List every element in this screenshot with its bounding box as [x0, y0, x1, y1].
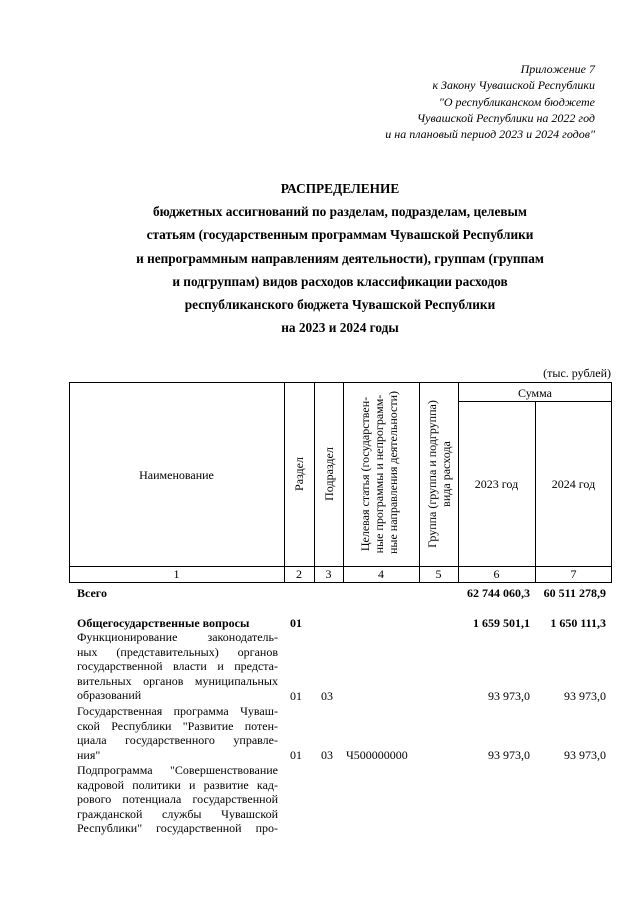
appendix-line: "О республиканском бюджете	[438, 94, 595, 109]
table-row-section: 01	[290, 616, 302, 630]
table-row-2023: 93 973,0	[488, 748, 530, 762]
table-row-subsection: 03	[321, 748, 333, 762]
total-2023: 62 744 060,3	[467, 586, 530, 600]
title-heading: РАСПРЕДЕЛЕНИЕ	[280, 181, 400, 196]
table-row-name	[77, 630, 278, 703]
table-row-target: Ч500000000	[346, 748, 408, 762]
name-line: ния"	[77, 747, 101, 762]
name-line: ской Республики "Развитие потен-	[77, 718, 278, 733]
header-year-2024: 2024 год	[551, 477, 596, 491]
table-row-2024: 1 650 111,3	[550, 616, 606, 630]
name-line: Функционирование законодатель-	[77, 630, 278, 644]
header-expense-group	[425, 394, 453, 554]
total-label: Всего	[77, 586, 107, 600]
header-year-2023: 2023 год	[474, 477, 519, 491]
column-number: 7	[570, 567, 577, 581]
column-number: 2	[296, 567, 302, 581]
total-2024: 60 511 278,9	[543, 586, 606, 600]
title-line: статьям (государственным программам Чувашской Республики	[146, 227, 534, 243]
table-row-name	[77, 704, 278, 762]
appendix-line: Чувашской Республики на 2022 год	[416, 110, 595, 125]
header-group-line: вида расхода	[439, 441, 453, 507]
appendix-line: и на плановый период 2023 и 2024 годов"	[385, 127, 595, 142]
name-line: гражданской службы Чувашской	[77, 806, 278, 821]
header-sum: Сумма	[518, 386, 552, 400]
name-line: образований	[77, 688, 142, 703]
table-row-subsection: 03	[321, 689, 333, 703]
column-number: 1	[173, 567, 180, 581]
table-row-2023: 93 973,0	[488, 689, 530, 703]
header-target-line: ные направления деятельности)	[386, 390, 400, 554]
name-line: вительных органов муниципальных	[77, 673, 278, 688]
name-line: ных (представительных) органов	[77, 644, 278, 659]
units-label: (тыс. рублей)	[543, 366, 611, 380]
name-line: циала государственного управле-	[77, 733, 278, 748]
header-group-line: Группа (группа и подгруппа)	[425, 400, 439, 548]
header-name: Наименование	[139, 468, 214, 482]
table-row-2024: 93 973,0	[564, 689, 606, 703]
name-line: Государственная программа Чуваш-	[77, 704, 278, 718]
name-line: Республики" государственной про-	[77, 821, 278, 836]
column-number: 4	[378, 567, 384, 581]
title-line: и подгруппам) видов расходов классификации расходов	[172, 273, 508, 289]
title-line: на 2023 и 2024 годы	[281, 320, 399, 336]
table-row-section: 01	[290, 748, 302, 762]
table-row-name: Общегосударственные вопросы	[77, 616, 250, 630]
table-row-2024: 93 973,0	[564, 748, 606, 762]
column-number: 3	[325, 567, 332, 581]
table-row-section: 01	[290, 689, 302, 703]
title-line: бюджетных ассигнований по разделам, подразделам, целевым	[153, 204, 527, 220]
name-line: Подпрограмма "Совершенствование	[77, 763, 278, 777]
table-row-2023: 1 659 501,1	[473, 616, 530, 630]
header-target-article	[358, 390, 400, 554]
column-number: 5	[435, 567, 442, 581]
name-line: кадровой политики и развитие кад-	[77, 777, 278, 792]
name-line: рового потенциала государственной	[77, 792, 278, 807]
appendix-line: к Закону Чувашской Республики	[432, 78, 595, 93]
name-line: государственной власти и предста-	[77, 659, 278, 674]
title-line: республиканского бюджета Чувашской Республики	[184, 297, 496, 313]
header-section: Раздел	[292, 457, 306, 491]
header-target-line: ные программы и непрограмм-	[372, 394, 386, 554]
header-subsection: Подраздел	[322, 447, 336, 501]
appendix-line: Приложение 7	[520, 62, 595, 76]
title-line: и непрограммным направлениям деятельности), группам (группам	[136, 250, 544, 266]
table-row-name	[77, 763, 278, 836]
header-target-line: Целевая статья (государствен-	[358, 396, 372, 552]
column-number: 6	[493, 567, 500, 581]
